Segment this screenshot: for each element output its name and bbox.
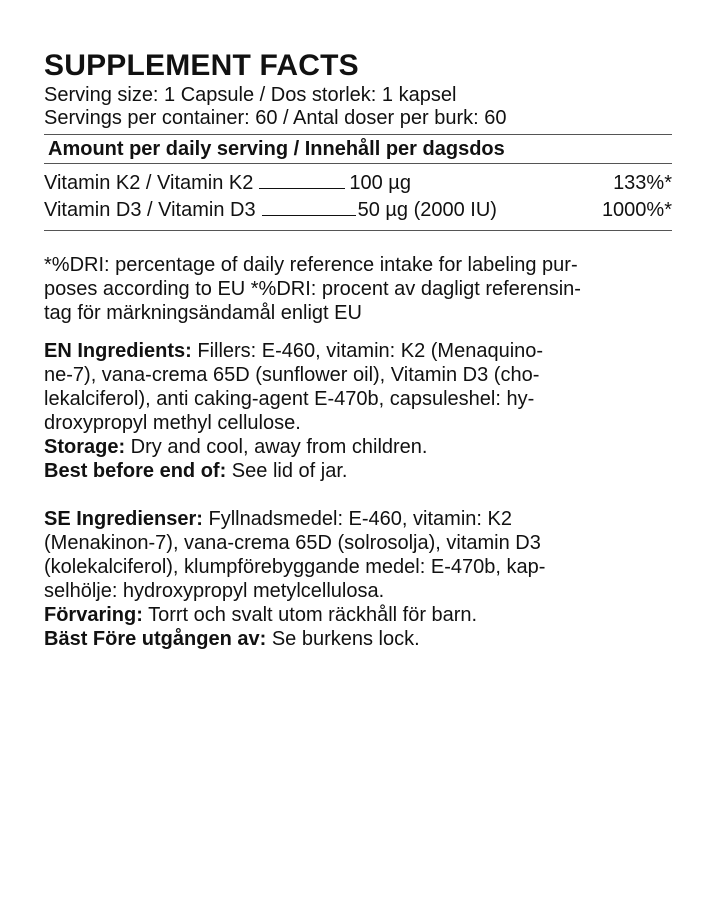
label-title: SUPPLEMENT FACTS xyxy=(44,49,359,82)
divider-bottom xyxy=(44,230,672,231)
swedish-best-before-label: Bäst Före utgången av: xyxy=(44,628,267,650)
nutrient-row-d3 xyxy=(44,197,672,224)
swedish-ingredients-text: Fyllnadsmedel: E-460, vitamin: K2 xyxy=(202,508,512,530)
amount-heading: Amount per daily serving / Innehåll per dagsdos xyxy=(48,138,505,160)
swedish-section xyxy=(44,507,672,651)
english-ingredients-line: ne-7), vana-crema 65D (sunflower oil), Vitamin D3 (cho- xyxy=(44,364,540,386)
swedish-storage-label: Förvaring: xyxy=(44,604,143,626)
nutrient-dri-percent: 1000%* xyxy=(601,199,672,221)
nutrient-amount: 50 µg (2000 IU) xyxy=(357,199,497,221)
english-storage-text: Dry and cool, away from children. xyxy=(125,436,428,458)
serving-size: Serving size: 1 Capsule / Dos storlek: 1 kapsel xyxy=(44,84,457,106)
english-storage xyxy=(44,435,672,459)
swedish-storage-text: Torrt och svalt utom räckhåll för barn. xyxy=(142,604,478,626)
swedish-ingredients-line-1 xyxy=(44,507,672,531)
english-section xyxy=(44,339,672,483)
english-ingredients-line: lekalciferol), anti caking-agent E-470b, capsuleshel: hy- xyxy=(44,388,535,410)
swedish-storage xyxy=(44,603,672,627)
swedish-best-before xyxy=(44,627,672,651)
english-ingredients-line: droxypropyl methyl cellulose. xyxy=(44,412,301,434)
footnote-line: poses according to EU *%DRI: procent av dagligt referensin- xyxy=(44,278,581,300)
leader-line xyxy=(259,187,345,189)
english-ingredients-label: EN Ingredients: xyxy=(44,340,192,362)
swedish-best-before-text: Se burkens lock. xyxy=(266,628,420,650)
swedish-ingredients-line: (kolekalciferol), klumpförebyggande medel: E-470b, kap- xyxy=(44,556,546,578)
english-ingredients-line-1 xyxy=(44,339,672,363)
english-ingredients-text: Fillers: E-460, vitamin: K2 (Menaquino- xyxy=(191,340,544,362)
english-best-before xyxy=(44,459,672,483)
nutrient-dri-percent: 133%* xyxy=(613,172,672,194)
swedish-ingredients-line: selhölje: hydroxypropyl metylcellulosa. xyxy=(44,580,385,602)
servings-per-container: Servings per container: 60 / Antal doser per burk: 60 xyxy=(44,107,507,129)
footnote-line: tag för märkningsändamål enligt EU xyxy=(44,302,362,324)
english-best-before-text: See lid of jar. xyxy=(226,460,348,482)
supplement-facts-label xyxy=(44,48,672,651)
nutrient-name: Vitamin D3 / Vitamin D3 xyxy=(44,199,256,221)
english-storage-label: Storage: xyxy=(44,436,126,458)
leader-line xyxy=(262,214,356,216)
swedish-ingredients-label: SE Ingredienser: xyxy=(44,508,203,530)
nutrient-row-k2 xyxy=(44,170,672,197)
dri-footnote xyxy=(44,253,672,325)
english-best-before-label: Best before end of: xyxy=(44,460,227,482)
footnote-line: *%DRI: percentage of daily reference intake for labeling pur- xyxy=(44,254,578,276)
nutrient-amount: 100 µg xyxy=(349,172,411,194)
swedish-ingredients-line: (Menakinon-7), vana-crema 65D (solrosolja), vitamin D3 xyxy=(44,532,541,554)
nutrient-name: Vitamin K2 / Vitamin K2 xyxy=(44,172,254,194)
